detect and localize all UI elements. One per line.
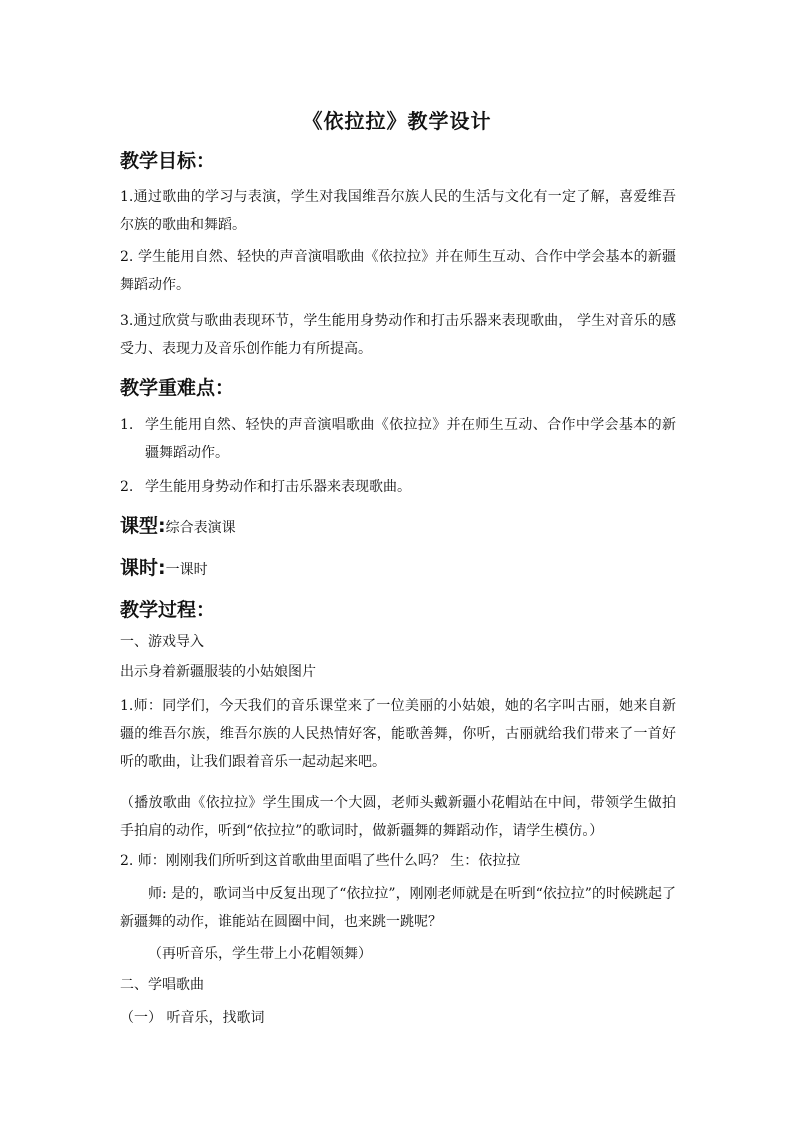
objective-item-2: 2. 学生能用自然、轻快的声音演唱歌曲《依拉拉》并在师生互动、合作中学会基本的新疆舞蹈动作。 bbox=[120, 249, 676, 293]
process-note-1: （播放歌曲《依拉拉》学生围成一个大圆，老师头戴新疆小花帽站在中间，带领学生做拍手拍肩的动作，听到“依拉拉”的歌词时，做新疆舞的舞蹈动作，请学生模仿。） bbox=[120, 795, 676, 839]
process-section-1: 一、游戏导入 bbox=[120, 634, 204, 650]
process-sub-1: （一） 听音乐，找歌词 bbox=[120, 1010, 265, 1026]
key-point-item-1 bbox=[120, 411, 676, 467]
lesson-type-value: 综合表演课 bbox=[165, 520, 236, 536]
key-point-item-2 bbox=[120, 473, 676, 501]
process-show-picture: 出示身着新疆服装的小姑娘图片 bbox=[120, 664, 316, 680]
process-heading: 教学过程： bbox=[120, 599, 216, 621]
objective-item-3: 3.通过欣赏与歌曲表现环节，学生能用身势动作和打击乐器来表现歌曲， 学生对音乐的感受力、表现力及音乐创作能力有所提高。 bbox=[120, 313, 676, 357]
lesson-type-label: 课型: bbox=[120, 515, 166, 537]
process-note-2: （再听音乐，学生带上小花帽领舞） bbox=[148, 946, 372, 962]
document-title: 《依拉拉》教学设计 bbox=[302, 109, 492, 133]
key-points-heading: 教学重难点： bbox=[120, 377, 235, 399]
process-teacher-3: 师: 是的，歌词当中反复出现了“依拉拉”，刚刚老师就是在听到“依拉拉”的时候跳起了新疆舞的动作，谁能站在圆圈中间，也来跳一跳呢？ bbox=[120, 886, 676, 930]
lesson-time-value: 一课时 bbox=[165, 562, 208, 578]
key-point-text: 学生能用自然、轻快的声音演唱歌曲《依拉拉》并在师生互动、合作中学会基本的新疆舞蹈动作。 bbox=[145, 417, 676, 461]
process-section-2: 二、学唱歌曲 bbox=[120, 977, 204, 993]
process-teacher-2: 2. 师：刚刚我们所听到这首歌曲里面唱了些什么吗？ 生：依拉拉 bbox=[120, 853, 521, 869]
process-teacher-1: 1.师：同学们，今天我们的音乐课堂来了一位美丽的小姑娘，她的名字叫古丽，她来自新疆的维吾尔族，维吾尔族的人民热情好客，能歌善舞，你听，古丽就给我们带来了一首好听的歌曲，让我们跟着音乐一起动起来吧。 bbox=[120, 698, 676, 770]
lesson-time bbox=[120, 553, 208, 580]
objective-item-1: 1.通过歌曲的学习与表演，学生对我国维吾尔族人民的生活与文化有一定了解，喜爱维吾尔族的歌曲和舞蹈。 bbox=[120, 189, 676, 233]
objectives-heading: 教学目标： bbox=[120, 150, 216, 172]
key-point-number: 2. bbox=[120, 479, 134, 495]
lesson-type bbox=[120, 511, 236, 538]
key-point-number: 1. bbox=[120, 417, 134, 433]
lesson-time-label: 课时: bbox=[120, 557, 166, 579]
key-point-text: 学生能用身势动作和打击乐器来表现歌曲。 bbox=[145, 479, 411, 495]
